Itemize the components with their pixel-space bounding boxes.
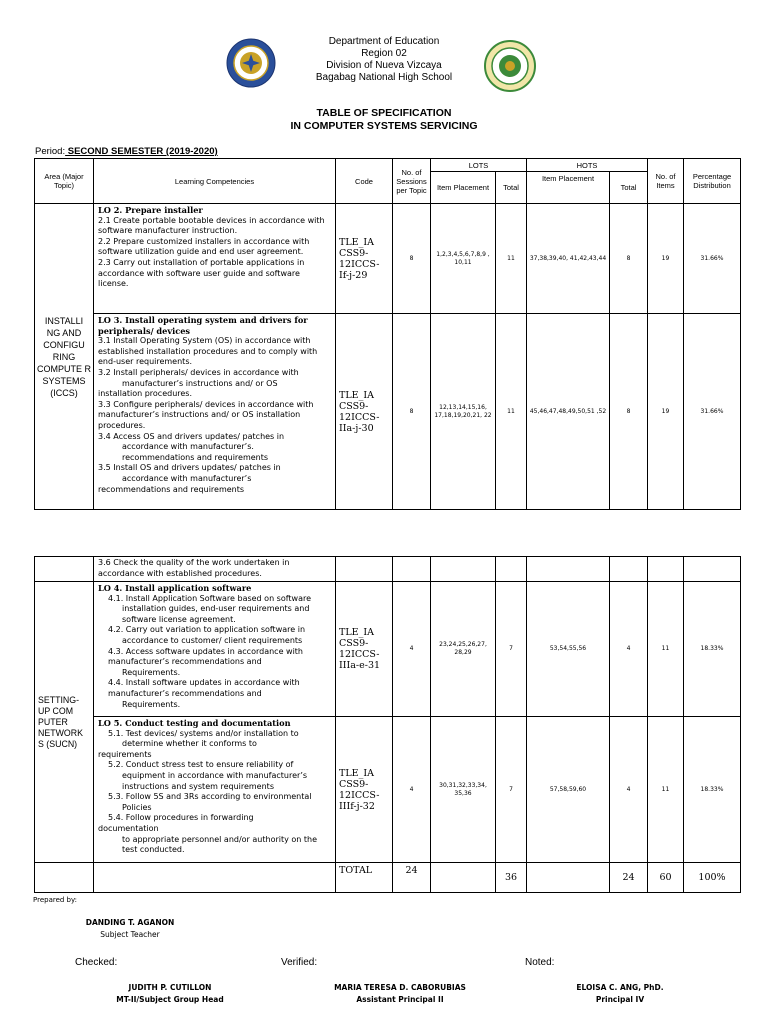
lots-total-lo4: 7 bbox=[496, 582, 527, 717]
lo4-c4b: manufacturer’s recommendations and bbox=[108, 688, 262, 698]
period-line bbox=[35, 146, 218, 157]
lo4-title: LO 4. Install application software bbox=[98, 583, 252, 593]
empty-cell bbox=[527, 557, 610, 582]
percent-lo3: 31.66% bbox=[684, 314, 741, 510]
total-row bbox=[35, 863, 741, 893]
lots-total-lo2: 11 bbox=[496, 204, 527, 314]
competency-lo2 bbox=[94, 204, 336, 314]
lo4-c1a: 4.1. Install Application Software based on software bbox=[108, 593, 312, 603]
code-lo3: TLE_IA CSS9-12ICCS-IIa-j-30 bbox=[336, 314, 393, 510]
lo5-c1a: 5.1. Test devices/ systems and/or installation to bbox=[108, 728, 299, 738]
area-empty bbox=[35, 557, 94, 582]
table-row bbox=[35, 557, 741, 582]
total-sessions: 24 bbox=[393, 863, 431, 893]
hots-items-lo5: 57,58,59,60 bbox=[527, 717, 610, 863]
verified-label: Verified: bbox=[281, 957, 318, 968]
header-lots-item: Item Placement bbox=[431, 172, 496, 204]
lo2-c1: 2.1 Create portable bootable devices in accordance with software manufacturer instruction. bbox=[98, 215, 325, 236]
lo3-c5c: recommendations and requirements bbox=[98, 484, 245, 494]
lo5-c2b: equipment in accordance with manufacturer’s instructions and system requirements bbox=[122, 770, 308, 791]
table-row bbox=[35, 717, 741, 863]
header-division: Division of Nueva Vizcaya bbox=[326, 60, 442, 71]
period-label: Period: bbox=[35, 146, 66, 157]
lo3-c4c: recommendations and requirements bbox=[122, 452, 269, 462]
lo5-title: LO 5. Conduct testing and documentation bbox=[98, 718, 291, 728]
verifier-title: Assistant Principal II bbox=[356, 995, 444, 1004]
empty-cell bbox=[527, 863, 610, 893]
header-lots-total: Total bbox=[496, 172, 527, 204]
items-lo5: 11 bbox=[648, 717, 684, 863]
header-lots: LOTS bbox=[431, 159, 527, 172]
checker-title: MT-II/Subject Group Head bbox=[116, 995, 224, 1004]
lo4-c4a: 4.4. Install software updates in accordance with bbox=[108, 678, 300, 688]
lots-items-lo4: 23,24,25,26,27, 28,29 bbox=[431, 582, 496, 717]
sessions-lo4: 4 bbox=[393, 582, 431, 717]
header-competencies: Learning Competencies bbox=[94, 159, 336, 204]
code-lo5: TLE_IA CSS9-12ICCS-IIIf-j-32 bbox=[336, 717, 393, 863]
empty-cell bbox=[94, 863, 336, 893]
lots-total-lo5: 7 bbox=[496, 717, 527, 863]
lo2-c2: 2.2 Prepare customized installers in accordance with software utilization guide and end user agreement. bbox=[98, 236, 310, 257]
competency-lo4 bbox=[94, 582, 336, 717]
noter-name: ELOISA C. ANG, PhD. bbox=[576, 983, 664, 992]
lots-items-lo3: 12,13,14,15,16, 17,18,19,20,21, 22 bbox=[431, 314, 496, 510]
lots-items-lo5: 30,31,32,33,34, 35,36 bbox=[431, 717, 496, 863]
lo5-c1b: determine whether it conforms to bbox=[122, 739, 257, 749]
teacher-name: DANDING T. AGANON bbox=[85, 918, 175, 927]
lo4-c2a: 4.2. Carry out variation to application software in bbox=[108, 625, 306, 635]
noter-signature bbox=[560, 982, 680, 1006]
total-lots: 36 bbox=[496, 863, 527, 893]
verifier-signature bbox=[310, 982, 490, 1006]
hots-total-lo2: 8 bbox=[610, 204, 648, 314]
hots-total-lo5: 4 bbox=[610, 717, 648, 863]
lots-total-lo3: 11 bbox=[496, 314, 527, 510]
header-region: Region 02 bbox=[361, 48, 407, 59]
empty-cell bbox=[336, 557, 393, 582]
teacher-title: Subject Teacher bbox=[100, 930, 160, 939]
code-lo4: TLE_IA CSS9-12ICCS-IIIa-e-31 bbox=[336, 582, 393, 717]
title-line-2: IN COMPUTER SYSTEMS SERVICING bbox=[290, 120, 478, 132]
code-lo2: TLE_IA CSS9-12ICCS-If-j-29 bbox=[336, 204, 393, 314]
lots-items-lo2: 1,2,3,4,5,6,7,8,9 , 10,11 bbox=[431, 204, 496, 314]
prepared-by-label: Prepared by: bbox=[33, 896, 77, 904]
lo4-c2b: accordance to customer/ client requirements bbox=[122, 635, 303, 645]
items-lo4: 11 bbox=[648, 582, 684, 717]
total-items: 60 bbox=[648, 863, 684, 893]
lo3-c2a: 3.2 Install peripherals/ devices in accordance with bbox=[98, 367, 299, 377]
header-hots-item: Item Placement bbox=[527, 172, 610, 204]
header-hots: HOTS bbox=[527, 159, 648, 172]
document-title bbox=[0, 107, 768, 133]
items-lo2: 19 bbox=[648, 204, 684, 314]
sessions-lo2: 8 bbox=[393, 204, 431, 314]
percent-lo4: 18.33% bbox=[684, 582, 741, 717]
lo5-c4a: 5.4. Follow procedures in forwarding bbox=[108, 813, 254, 823]
items-lo3: 19 bbox=[648, 314, 684, 510]
empty-cell bbox=[35, 863, 94, 893]
header-area: Area (Major Topic) bbox=[35, 159, 94, 204]
empty-cell bbox=[648, 557, 684, 582]
header-sessions: No. of Sessions per Topic bbox=[393, 159, 431, 204]
empty-cell bbox=[393, 557, 431, 582]
header-department: Department of Education bbox=[328, 36, 440, 47]
header-code: Code bbox=[336, 159, 393, 204]
teacher-signature bbox=[70, 917, 190, 941]
lo3-c5b: accordance with manufacturer’s bbox=[122, 473, 252, 483]
lo5-c3b: Policies bbox=[122, 802, 152, 812]
header-percent: Percentage Distribution bbox=[684, 159, 741, 204]
area-iccs: INSTALLI NG AND CONFIGU RING COMPUTE R SYSTEMS (ICCS) bbox=[35, 204, 94, 510]
hots-items-lo3: 45,46,47,48,49,50,51 ,52 bbox=[527, 314, 610, 510]
lo3-c4b: accordance with manufacturer’s. bbox=[122, 442, 254, 452]
checker-signature bbox=[90, 982, 250, 1006]
percent-lo2: 31.66% bbox=[684, 204, 741, 314]
sessions-lo3: 8 bbox=[393, 314, 431, 510]
lo3-c3: 3.3 Configure peripherals/ devices in accordance with manufacturer’s instructions and/ or OS installation procedures. bbox=[98, 399, 314, 430]
total-percent: 100% bbox=[684, 863, 741, 893]
spec-table-part-2 bbox=[34, 556, 741, 893]
lo4-c3b: manufacturer’s recommendations and bbox=[108, 657, 262, 667]
lo5-c4c: to appropriate personnel and/or authority on the test conducted. bbox=[122, 834, 318, 855]
spec-table-part-1 bbox=[34, 158, 741, 510]
header-items: No. of Items bbox=[648, 159, 684, 204]
total-hots: 24 bbox=[610, 863, 648, 893]
lo3-title: LO 3. Install operating system and drivers for peripherals/ devices bbox=[98, 315, 308, 336]
empty-cell bbox=[496, 557, 527, 582]
hots-items-lo4: 53,54,55,56 bbox=[527, 582, 610, 717]
hots-total-lo4: 4 bbox=[610, 582, 648, 717]
lo4-c3a: 4.3. Access software updates in accordance with bbox=[108, 646, 303, 656]
lo4-c4c: Requirements. bbox=[122, 699, 181, 709]
title-line-1: TABLE OF SPECIFICATION bbox=[316, 107, 452, 119]
checker-name: JUDITH P. CUTILLON bbox=[128, 983, 212, 992]
lo5-c2a: 5.2. Conduct stress test to ensure reliability of bbox=[108, 760, 294, 770]
empty-cell bbox=[610, 557, 648, 582]
lo5-c4b: documentation bbox=[98, 823, 159, 833]
lo3-c2b: manufacturer’s instructions and/ or OS bbox=[122, 378, 278, 388]
lo3-c4a: 3.4 Access OS and drivers updates/ patches in bbox=[98, 431, 285, 441]
table-row bbox=[35, 582, 741, 717]
noter-title: Principal IV bbox=[595, 995, 645, 1004]
period-value: SECOND SEMESTER (2019-2020) bbox=[65, 146, 218, 157]
competency-3-6: 3.6 Check the quality of the work undertaken in accordance with established procedures. bbox=[94, 557, 336, 582]
hots-items-lo2: 37,38,39,40, 41,42,43,44 bbox=[527, 204, 610, 314]
document-header bbox=[0, 36, 768, 84]
competency-lo3 bbox=[94, 314, 336, 510]
checked-label: Checked: bbox=[75, 957, 118, 968]
empty-cell bbox=[431, 557, 496, 582]
table-row bbox=[35, 204, 741, 314]
lo5-c1c: requirements bbox=[98, 749, 152, 759]
lo3-c1: 3.1 Install Operating System (OS) in accordance with established installation procedures and to comply with end-user requirements. bbox=[98, 336, 318, 367]
empty-cell bbox=[431, 863, 496, 893]
lo4-c1b: installation guides, end-user requirements and software license agreement. bbox=[122, 604, 310, 624]
lo5-c3a: 5.3. Follow 5S and 3Rs according to environmental bbox=[108, 792, 312, 802]
table-row bbox=[35, 314, 741, 510]
lo2-title: LO 2. Prepare installer bbox=[98, 205, 203, 215]
total-label: TOTAL bbox=[336, 863, 393, 893]
lo3-c5a: 3.5 Install OS and drivers updates/ patches in bbox=[98, 463, 281, 473]
sessions-lo5: 4 bbox=[393, 717, 431, 863]
competency-lo5 bbox=[94, 717, 336, 863]
lo3-c2c: installation procedures. bbox=[98, 389, 193, 399]
empty-cell bbox=[684, 557, 741, 582]
area-sucn: SETTING-UP COM PUTER NETWORK S (SUCN) bbox=[35, 582, 94, 863]
lo2-c3: 2.3 Carry out installation of portable applications in accordance with software user guide and software license. bbox=[98, 257, 305, 289]
header-school: Bagabag National High School bbox=[315, 72, 453, 83]
noted-label: Noted: bbox=[525, 957, 555, 968]
percent-lo5: 18.33% bbox=[684, 717, 741, 863]
header-hots-total: Total bbox=[610, 172, 648, 204]
lo4-c3c: Requirements. bbox=[122, 667, 181, 677]
verifier-name: MARIA TERESA D. CABORUBIAS bbox=[334, 983, 466, 992]
hots-total-lo3: 8 bbox=[610, 314, 648, 510]
